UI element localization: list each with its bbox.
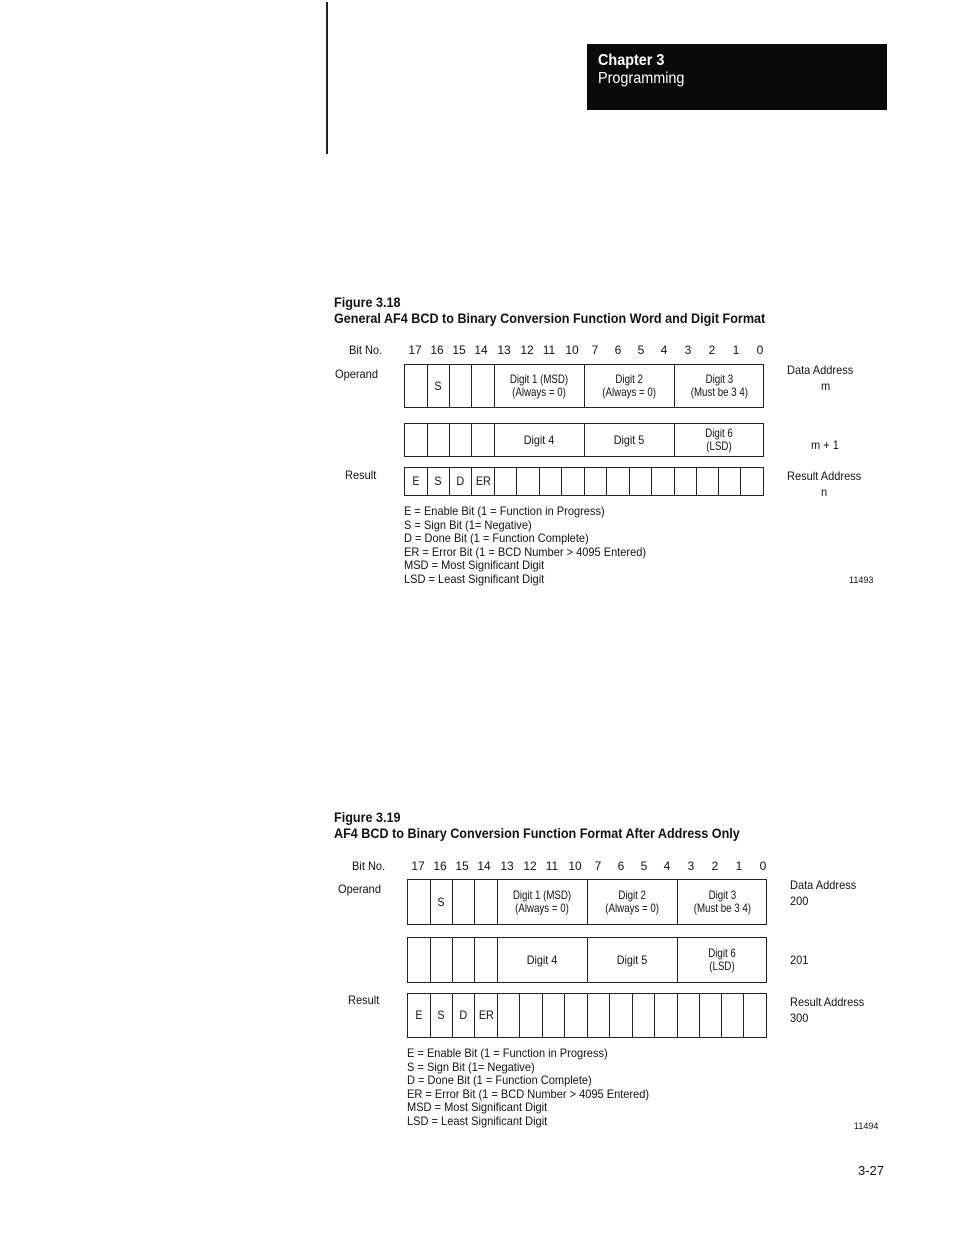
legend-item: LSD = Least Significant Digit bbox=[404, 571, 545, 586]
digit-3-label: Digit 3 bbox=[705, 372, 733, 386]
bit-cell-15 bbox=[452, 938, 474, 982]
operand-word-2 bbox=[404, 423, 764, 457]
bit-cell-0 bbox=[740, 468, 763, 495]
bit-cell-15 bbox=[449, 424, 471, 456]
error-bit-label: ER bbox=[478, 1008, 494, 1022]
bit-cell-16 bbox=[427, 365, 449, 407]
bit-number: 3 bbox=[687, 859, 695, 873]
bit-cell-6 bbox=[606, 468, 629, 495]
error-bit-label: ER bbox=[475, 474, 491, 488]
bit-number: 7 bbox=[594, 859, 602, 873]
done-bit-label: D bbox=[459, 1008, 468, 1022]
bit-number: 16 bbox=[430, 343, 444, 357]
bit-number: 3 bbox=[684, 343, 692, 357]
operand-label: Operand bbox=[335, 367, 378, 381]
bit-cell-11 bbox=[542, 994, 564, 1037]
result-address-label: Result Address bbox=[790, 995, 865, 1009]
bit-number: 11 bbox=[542, 343, 556, 357]
bit-cell-13 bbox=[494, 468, 516, 495]
sign-bit-label: S bbox=[434, 378, 443, 393]
bit-cell-5 bbox=[629, 468, 651, 495]
digit-1-label: Digit 1 (MSD) bbox=[510, 372, 569, 386]
bit-cell-0 bbox=[743, 994, 766, 1037]
bit-number: 6 bbox=[614, 343, 622, 357]
bit-cell-7 bbox=[587, 994, 609, 1037]
result-label: Result bbox=[345, 468, 377, 482]
sign-bit-label: S bbox=[437, 1008, 446, 1022]
bit-cell-17 bbox=[405, 424, 427, 456]
bit-number: 12 bbox=[520, 343, 534, 357]
bit-number: 1 bbox=[732, 343, 740, 357]
digit-5-label: Digit 5 bbox=[614, 432, 645, 447]
figure-number: Figure 3.19 bbox=[334, 809, 401, 825]
bit-cell-13 bbox=[497, 994, 519, 1037]
bit-cell-1 bbox=[721, 994, 743, 1037]
digit-5-label: Digit 5 bbox=[617, 952, 648, 967]
bit-cell-15 bbox=[449, 468, 471, 495]
bit-cell-4 bbox=[651, 468, 674, 495]
bit-cell-5 bbox=[632, 994, 654, 1037]
legend-item: E = Enable Bit (1 = Function in Progress) bbox=[404, 504, 605, 518]
figure-title: AF4 BCD to Binary Conversion Function Format After Address Only bbox=[334, 825, 740, 841]
result-address-value: 300 bbox=[790, 1011, 809, 1025]
operand-word-2 bbox=[407, 937, 767, 983]
digit-3-field bbox=[677, 880, 766, 924]
bit-number: 2 bbox=[711, 859, 719, 873]
bit-number: 15 bbox=[452, 343, 466, 357]
digit-6-label: Digit 6 bbox=[708, 946, 736, 960]
digit-3-field bbox=[674, 365, 763, 407]
result-label: Result bbox=[348, 993, 380, 1007]
operand-label: Operand bbox=[338, 882, 381, 896]
bit-number: 7 bbox=[591, 343, 599, 357]
bit-cell-3 bbox=[677, 994, 699, 1037]
bit-cell-3 bbox=[674, 468, 696, 495]
legend-item: D = Done Bit (1 = Function Complete) bbox=[404, 531, 589, 545]
second-address-value: m + 1 bbox=[811, 438, 839, 452]
digit-2-note: (Always = 0) bbox=[605, 901, 660, 915]
digit-5-field bbox=[584, 424, 674, 456]
result-word bbox=[404, 467, 764, 496]
operand-word-1 bbox=[407, 879, 767, 925]
bit-number: 17 bbox=[408, 343, 422, 357]
digit-3-label: Digit 3 bbox=[708, 888, 736, 902]
figure-title: General AF4 BCD to Binary Conversion Function Word and Digit Format bbox=[334, 310, 766, 326]
result-word bbox=[407, 993, 767, 1038]
chapter-title: Programming bbox=[598, 70, 685, 87]
enable-bit-label: E bbox=[412, 474, 420, 488]
bit-cell-10 bbox=[564, 994, 587, 1037]
sign-bit-label: S bbox=[437, 894, 446, 909]
figure-3-18 bbox=[334, 294, 894, 594]
bit-cell-7 bbox=[584, 468, 606, 495]
digit-2-note: (Always = 0) bbox=[602, 385, 657, 399]
bit-cell-14 bbox=[471, 424, 494, 456]
bit-cell-15 bbox=[449, 365, 471, 407]
result-address-value: n bbox=[821, 485, 828, 499]
legend-item: MSD = Most Significant Digit bbox=[404, 558, 545, 572]
operand-word-1 bbox=[404, 364, 764, 408]
bit-cell-14 bbox=[471, 468, 494, 495]
page-number: 3-27 bbox=[858, 1163, 885, 1178]
bit-legend bbox=[407, 1047, 649, 1128]
bit-no-label: Bit No. bbox=[349, 343, 383, 357]
bit-number: 0 bbox=[759, 859, 767, 873]
bit-cell-4 bbox=[654, 994, 677, 1037]
legend-item: ER = Error Bit (1 = BCD Number > 4095 Entered) bbox=[404, 544, 647, 559]
bit-cell-2 bbox=[696, 468, 718, 495]
bit-cell-16 bbox=[427, 468, 449, 495]
bit-number: 5 bbox=[640, 859, 648, 873]
data-address-label: Data Address bbox=[787, 363, 854, 377]
bit-number: 6 bbox=[617, 859, 625, 873]
legend-item: ER = Error Bit (1 = BCD Number > 4095 Entered) bbox=[407, 1086, 650, 1101]
figure-number: Figure 3.18 bbox=[334, 294, 401, 310]
chapter-header bbox=[587, 44, 887, 110]
digit-2-label: Digit 2 bbox=[615, 372, 644, 386]
bit-number: 4 bbox=[663, 859, 671, 873]
digit-6-note: (LSD) bbox=[709, 959, 735, 973]
sign-bit-label: S bbox=[434, 474, 443, 488]
bit-cell-14 bbox=[474, 994, 497, 1037]
digit-3-note: (Must be 3 4) bbox=[690, 385, 748, 399]
bit-cell-15 bbox=[452, 880, 474, 924]
bit-cell-17 bbox=[408, 938, 430, 982]
bit-cell-17 bbox=[405, 365, 427, 407]
legend-item: LSD = Least Significant Digit bbox=[407, 1113, 548, 1128]
bit-number: 11 bbox=[545, 859, 559, 873]
bit-cell-17 bbox=[405, 468, 427, 495]
bit-number: 14 bbox=[474, 343, 488, 357]
bit-cell-12 bbox=[519, 994, 542, 1037]
bit-cell-10 bbox=[561, 468, 584, 495]
enable-bit-label: E bbox=[415, 1008, 423, 1022]
digit-1-label: Digit 1 (MSD) bbox=[513, 888, 572, 902]
bit-number: 17 bbox=[411, 859, 425, 873]
bit-cell-16 bbox=[427, 424, 449, 456]
digit-2-field bbox=[584, 365, 674, 407]
bit-cell-12 bbox=[516, 468, 539, 495]
bit-cell-2 bbox=[699, 994, 721, 1037]
digit-6-label: Digit 6 bbox=[705, 426, 733, 440]
digit-1-field bbox=[497, 880, 587, 924]
bit-cell-17 bbox=[408, 880, 430, 924]
data-address-value: m bbox=[821, 379, 831, 393]
digit-4-label: Digit 4 bbox=[524, 432, 555, 447]
digit-2-label: Digit 2 bbox=[618, 888, 647, 902]
bit-legend bbox=[404, 505, 646, 586]
figure-code: 11494 bbox=[854, 1121, 879, 1131]
digit-6-note: (LSD) bbox=[706, 439, 732, 453]
bit-no-label: Bit No. bbox=[352, 859, 386, 873]
figure-3-19 bbox=[334, 809, 894, 1131]
bit-number: 2 bbox=[708, 343, 716, 357]
bit-cell-14 bbox=[474, 938, 497, 982]
digit-3-note: (Must be 3 4) bbox=[693, 901, 751, 915]
bit-cell-14 bbox=[471, 365, 494, 407]
bit-cell-16 bbox=[430, 994, 452, 1037]
bit-cell-17 bbox=[408, 994, 430, 1037]
bit-number: 12 bbox=[523, 859, 537, 873]
bit-cell-15 bbox=[452, 994, 474, 1037]
digit-1-note: (Always = 0) bbox=[515, 901, 570, 915]
bit-number: 10 bbox=[565, 343, 579, 357]
result-address-label: Result Address bbox=[787, 469, 862, 483]
chapter-number: Chapter 3 bbox=[598, 52, 665, 69]
bit-number: 1 bbox=[735, 859, 743, 873]
bit-number: 0 bbox=[756, 343, 764, 357]
bit-cell-16 bbox=[430, 938, 452, 982]
digit-1-note: (Always = 0) bbox=[512, 385, 567, 399]
digit-5-field bbox=[587, 938, 677, 982]
bit-cell-11 bbox=[539, 468, 561, 495]
digit-2-field bbox=[587, 880, 677, 924]
bit-number: 13 bbox=[500, 859, 514, 873]
done-bit-label: D bbox=[456, 474, 465, 488]
bit-number: 5 bbox=[637, 343, 645, 357]
bit-number: 13 bbox=[497, 343, 511, 357]
bit-number: 10 bbox=[568, 859, 582, 873]
bit-cell-16 bbox=[430, 880, 452, 924]
bit-cell-6 bbox=[609, 994, 632, 1037]
digit-4-field bbox=[497, 938, 587, 982]
data-address-value: 200 bbox=[790, 894, 809, 908]
bit-cell-1 bbox=[718, 468, 740, 495]
legend-item: S = Sign Bit (1= Negative) bbox=[404, 517, 532, 532]
digit-4-label: Digit 4 bbox=[527, 952, 558, 967]
bit-cell-14 bbox=[474, 880, 497, 924]
data-address-label: Data Address bbox=[790, 878, 857, 892]
digit-1-field bbox=[494, 365, 584, 407]
bit-number: 14 bbox=[477, 859, 491, 873]
legend-item: S = Sign Bit (1= Negative) bbox=[407, 1059, 535, 1074]
margin-rule bbox=[326, 2, 328, 154]
bit-number: 15 bbox=[455, 859, 469, 873]
bit-number: 16 bbox=[433, 859, 447, 873]
bit-number: 4 bbox=[660, 343, 668, 357]
legend-item: MSD = Most Significant Digit bbox=[407, 1100, 548, 1114]
figure-code: 11493 bbox=[849, 575, 874, 585]
digit-6-field bbox=[674, 424, 763, 456]
digit-6-field bbox=[677, 938, 766, 982]
legend-item: D = Done Bit (1 = Function Complete) bbox=[407, 1073, 592, 1087]
second-address-value: 201 bbox=[790, 953, 809, 967]
digit-4-field bbox=[494, 424, 584, 456]
legend-item: E = Enable Bit (1 = Function in Progress) bbox=[407, 1046, 608, 1060]
